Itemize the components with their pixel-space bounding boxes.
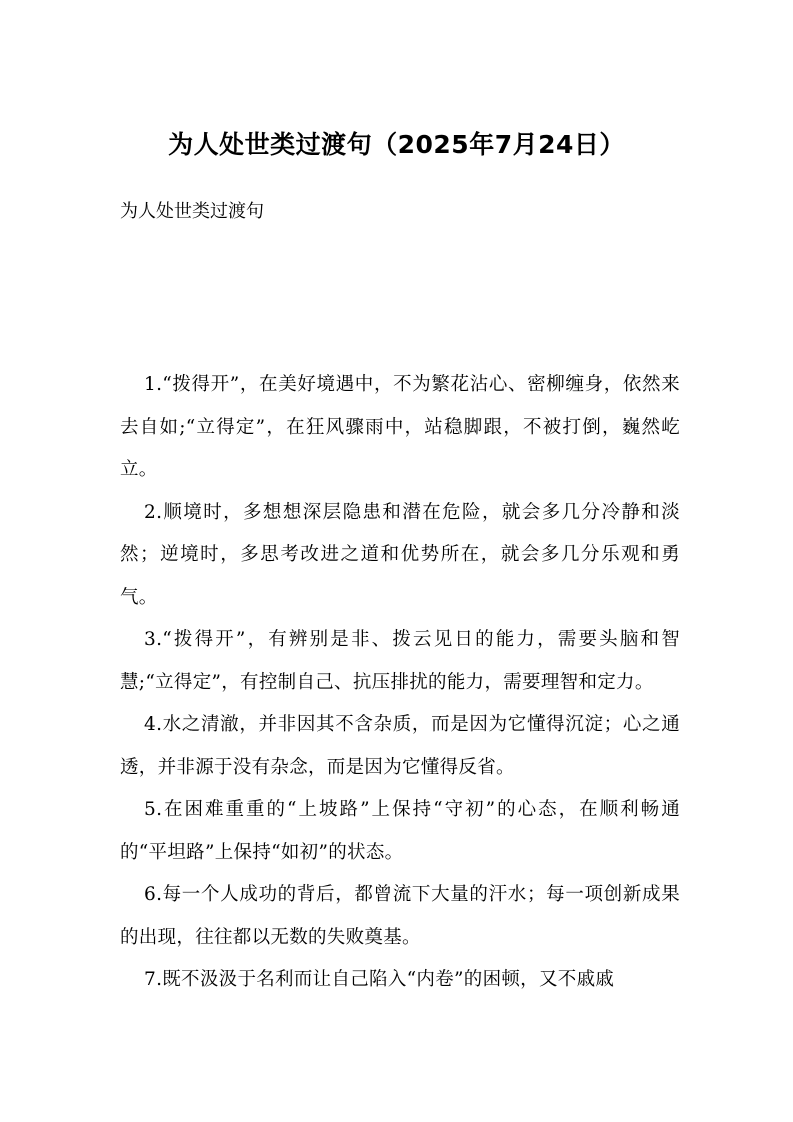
paragraph-2: 2.顺境时，多想想深层隐患和潜在危险，就会多几分冷静和淡然；逆境时，多思考改进之道和优势所在，就会多几分乐观和勇气。 — [120, 501, 680, 608]
document-body — [120, 364, 680, 1002]
document-subtitle: 为人处世类过渡句 — [120, 201, 264, 222]
paragraph-6: 6.每一个人成功的背后，都曾流下大量的汗水；每一项创新成果的出现，往往都以无数的失败奠基。 — [120, 884, 680, 948]
paragraph-5: 5.在困难重重的“上坡路”上保持“守初”的心态，在顺利畅通的“平坦路”上保持“如初”的状态。 — [120, 799, 680, 863]
paragraph-4: 4.水之清澈，并非因其不含杂质，而是因为它懂得沉淀；心之通透，并非源于没有杂念，而是因为它懂得反省。 — [120, 714, 680, 778]
paragraph-3: 3.“拨得开”，有辨别是非、拨云见日的能力，需要头脑和智慧;“立得定”，有控制自己、抗压排扰的能力，需要理智和定力。 — [120, 629, 680, 693]
paragraph-7: 7.既不汲汲于名利而让自己陷入“内卷”的困顿，又不戚戚 — [144, 969, 615, 990]
paragraph-1: 1.“拨得开”，在美好境遇中，不为繁花沾心、密柳缠身，依然来去自如;“立得定”，在狂风骤雨中，站稳脚跟，不被打倒，巍然屹立。 — [120, 374, 680, 480]
document-title: 为人处世类过渡句（2025年7月24日） — [168, 130, 625, 159]
